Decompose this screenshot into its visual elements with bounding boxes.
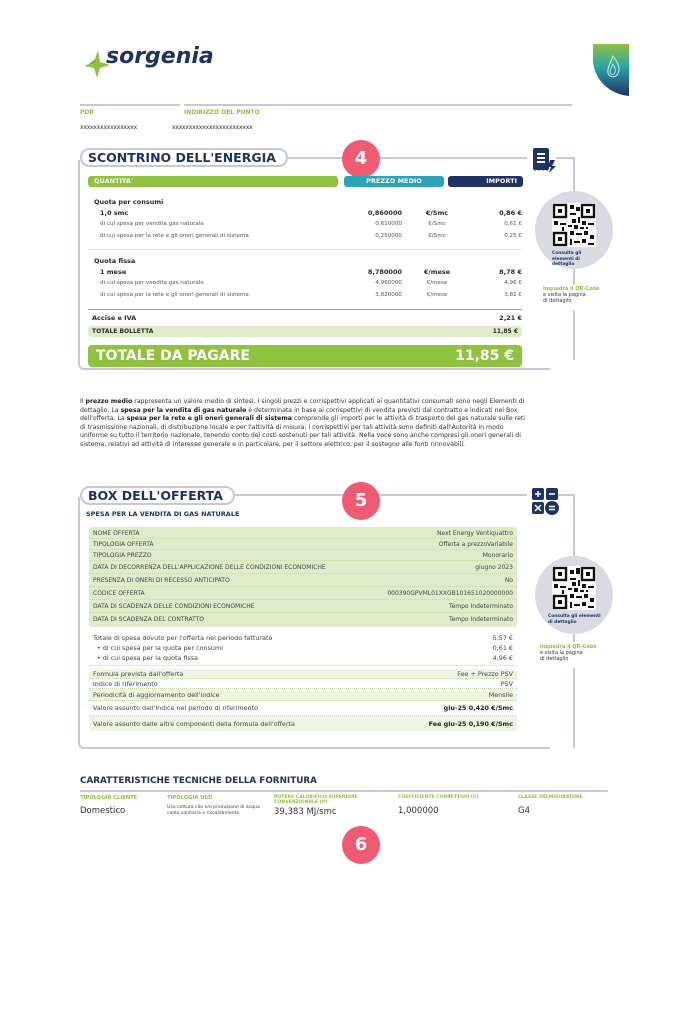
para-bold: prezzo medio [85,398,133,405]
formula-row [89,701,517,716]
offer-row-value: No [504,576,513,584]
consumi-price: 0,860000 [367,208,402,217]
accise-label: Accise e IVA [92,313,137,322]
offer-row-value: Tempo Indeterminato [448,602,513,610]
quota-fissa-block [94,255,522,301]
offer-row-value: giugno 2023 [475,563,513,571]
qr-hint-line: di dettaglio [540,656,569,662]
sub-price: 3,820000 [375,292,402,298]
offer-row [89,600,517,613]
offer-row [89,561,517,574]
divider [573,494,575,556]
divider [88,309,522,310]
formula-row [89,716,517,731]
divider [573,157,575,191]
prezzo-medio-explanation [80,398,530,450]
sub-unit: €/Smc [428,221,446,227]
formula-label: Indice di riferimento [93,679,158,688]
qr-hint-line: e visita la pagina [540,650,583,656]
offer-row [89,539,517,550]
formula-value: giu-25 0,420 €/Smc [443,704,513,712]
bullet-row [89,653,517,663]
totale-da-pagare-label: TOTALE DA PAGARE [96,348,250,364]
pdr-value: xxxxxxxxxxxxxxxxx [80,124,137,131]
divider [80,104,180,106]
sub-amount: 0,61 € [504,221,522,227]
totale-spesa-label: Totale di spesa dovuto per l'offerta nel periodo fatturato [93,633,273,642]
tech-label: TIPOLOGIA USO [167,795,213,801]
para-bold: spesa per la rete e gli oneri generali di sistema [126,415,292,423]
tecnica-coefficiente [398,795,508,816]
para-text: è determinata in base ai corrispettivi di vendita previsti dal contratto e indicati nel Box dell'offerta. La [80,406,518,423]
formula-row [89,669,517,679]
bullet-value: 4,96 € [492,654,513,662]
offer-row-label: TIPOLOGIA PREZZO [93,551,152,559]
qr-hint [543,286,603,304]
quota-fissa-heading: Quota fissa [94,256,136,265]
accise-row [92,312,522,323]
totale-bolletta-amount: 11,85 € [492,328,518,335]
sub-amount: 0,25 € [504,233,522,239]
offer-row [89,574,517,587]
sub-amount: 4,96 € [504,280,522,286]
gas-flame-badge-icon [593,44,629,96]
formula-label: Periodicità di aggiornamento dell'indice [93,690,220,699]
consumi-amount: 0,86 € [499,208,522,217]
quota-consumi-heading: Quota per consumi [94,197,164,206]
fissa-unit: €/mese [423,267,451,276]
bullet-label: • di cui spesa per la quota fissa [97,654,199,662]
sub-label: di cui spesa per la rete e gli oneri generali di sistema [100,233,249,239]
tech-label: TIPOLOGIA CLIENTE [80,795,138,801]
tech-value: Uso cottura cibi e/o produzione di acqua calda sanitaria e riscaldamento [167,805,260,816]
qr-code-icon[interactable] [552,566,596,610]
formula-value: Fee giu-25 0,190 €/Smc [428,719,513,728]
offer-row-value: Offerta a prezzoVariabile [438,540,513,548]
offer-row-label: PRESENZA DI ONERI DI RECESSO ANTICIPATO [93,576,230,584]
formula-value: Mensile [488,690,513,699]
sub-label: di cui spesa per vendita gas naturale [100,221,204,227]
sub-unit: €/mese [426,280,448,286]
divider [88,249,522,250]
tech-label: CLASSE DELMISURATORE [518,795,583,800]
formula-label: Valore assunto dalle altre componenti della formula dell'offerta [93,719,295,728]
divider [184,104,572,106]
offer-row [89,528,517,539]
formula-row [89,679,517,689]
divider [573,634,575,642]
fissa-price: 8,780000 [367,267,402,276]
offer-row-label: CODICE OFFERTA [93,589,145,597]
divider [255,157,527,159]
offer-row [89,613,517,626]
qr-code-icon[interactable] [552,203,596,247]
totale-spesa-value: 5,57 € [492,633,513,642]
section-badge-5: 5 [342,482,380,520]
section-badge-6: 6 [342,826,380,864]
qr-hint-line: e visita la pagina [543,292,586,298]
formula-table [89,669,517,731]
offerta-title: BOX DELL'OFFERTA [80,486,235,505]
para-bold: spesa per la vendita di gas naturale [120,406,247,414]
offerta-details-table [89,527,517,627]
sub-price: 0,250000 [375,233,402,239]
col-quantita: QUANTITA' [88,176,338,187]
totale-bolletta-row [88,326,522,337]
qr-hint-green: Inquadra il QR-Code [543,286,600,292]
qr-caption: Consulta gli elementi di dettaglio [552,251,582,267]
qr-hint-green: Inquadra il QR-Code [540,644,597,650]
sub-label: di cui spesa per vendita gas naturale [100,280,204,286]
tech-label: COEFFICIENTE CORRETTIVO (C) [398,795,479,800]
formula-label: Valore assunto dall'indice nel periodo di riferimento [93,704,259,712]
offer-row-value: Tempo Indeterminato [448,616,513,623]
accise-amount: 2,21 € [499,313,522,322]
section-badge-4: 4 [342,140,380,178]
formula-value: PSV [500,679,513,688]
totale-da-pagare-amount: 11,85 € [455,348,514,364]
divider [573,668,575,748]
qr-caption: Consulta gli elementi di dettaglio [548,614,601,625]
tech-value: Domestico [80,806,126,816]
consumi-qty: 1,0 smc [100,208,129,217]
tech-value: 1,000000 [398,806,439,816]
tecniche-title: CARATTERISTICHE TECNICHE DELLA FORNITURA [80,776,317,786]
sub-amount: 3,82 € [504,292,522,298]
tecnica-potere-calorifico [274,795,374,817]
bullet-value: 0,61 € [492,644,513,652]
qr-hint [540,644,602,662]
para-text: comprende gli importi per le attività di trasporto del gas naturale sulle reti di trasmissione nazionali, di distribuzione locale e per l'attività di misura; i corrispettivi per tali attività sono definiti dall'Autorità in modo uniforme su tutto il territorio nazionale, tenendo conto dei costi sostenuti per tali attività. Nella voce sono anche compresi gli oneri generali di sistema, relativi ad attività di interesse generale e in particolare, per il settore elettrico, per il sostegno alle fonti rinnovabili. [80,415,526,448]
divider [80,790,608,792]
offer-row-label: DATA DI DECORRENZA DELL'APPLICAZIONE DELLE CONDIZIONI ECONOMICHE [93,563,326,571]
pdr-label: PDR [80,109,94,116]
offer-row-value: Monorario [482,551,513,559]
consumi-unit: €/Smc [425,208,449,217]
totale-da-pagare-bar [88,345,522,367]
fissa-amount: 8,78 € [499,267,522,276]
tech-value: G4 [518,806,530,816]
calculator-icon [531,487,559,515]
formula-row [89,689,517,701]
tecnica-tipologia-cliente [80,795,160,816]
sub-unit: €/mese [426,292,448,298]
offer-row-label: NOME OFFERTA [93,529,140,537]
offer-row [89,587,517,600]
para-text: Il [80,398,86,405]
totale-spesa-row [89,632,517,643]
qr-hint-line: di dettaglio [543,298,572,304]
address-value: xxxxxxxxxxxxxxxxxxxxxxxx [172,124,253,131]
tech-value: 39,383 MJ/smc [274,807,337,817]
quota-consumi-block [94,196,522,242]
scontrino-title: SCONTRINO DELL'ENERGIA [80,148,288,167]
fissa-qty: 1 mese [100,267,127,276]
sub-price: 4,960000 [375,280,402,286]
offer-row-value: Next Energy Ventiquattro [437,529,513,537]
totale-bolletta-label: TOTALE BOLLETTA [92,328,154,335]
offer-row [89,550,517,561]
offer-row-label: DATA DI SCADENZA DELLE CONDIZIONI ECONOMICHE [93,602,255,610]
tecnica-classe-misuratore [518,795,608,816]
offer-row-value: 000390GPVML01XXGB101651020000000 [387,589,513,597]
tech-label: POTERE CALORIFICO SUPERIORE CONVENZIONALE (P) [274,795,358,805]
brand-name: sorgenia [106,44,214,69]
col-importi: IMPORTI [448,176,523,187]
offerta-totals [89,632,517,663]
formula-value: Fee + Prezzo PSV [457,669,513,678]
bullet-row [89,643,517,653]
divider [556,157,575,159]
formula-label: Formula prevista dall'offerta [93,669,184,678]
tecnica-tipologia-uso [167,795,271,816]
bullet-label: • di cui spesa per la quota per consumi [97,644,223,652]
divider [573,269,575,285]
divider [89,665,517,666]
offer-row-label: TIPOLOGIA OFFERTA [93,540,154,548]
col-prezzo-medio: PREZZO MEDIO [344,176,444,187]
receipt-bolt-icon [531,146,557,174]
address-label: INDIRIZZO DEL PUNTO [184,109,260,116]
offerta-subtitle: SPESA PER LA VENDITA DI GAS NATURALE [86,510,240,518]
sub-unit: €/Smc [428,233,446,239]
sub-price: 0,610000 [375,221,402,227]
divider [573,310,575,360]
sub-label: di cui spesa per la rete e gli oneri generali di sistema [100,292,249,298]
para-text: rappresenta un valore medio di sintesi. I singoli prezzi e corrispettivi applicati ai quantitativi consumati sono negli Elementi di dettaglio. La [80,398,525,414]
offer-row-label: DATA DI SCADENZA DEL CONTRATTO [93,616,205,623]
